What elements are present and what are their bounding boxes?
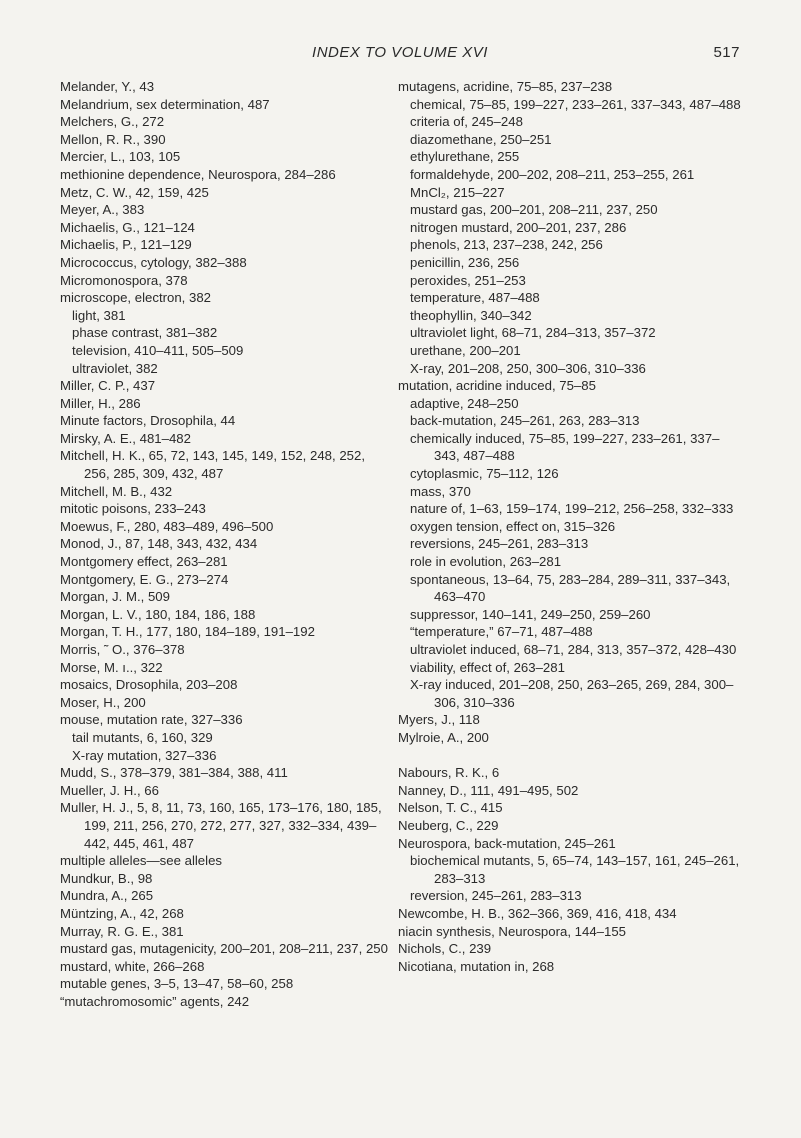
index-entry: Mirsky, A. E., 481–482 (60, 430, 191, 446)
index-entry: Micrococcus, cytology, 382–388 (60, 254, 247, 270)
index-subentry: MnCl₂, 215–227 (410, 184, 505, 200)
index-subentry: ethylurethane, 255 (410, 149, 520, 165)
index-subentry: light, 381 (72, 307, 126, 323)
index-entry: Michaelis, P., 121–129 (60, 237, 192, 253)
index-subentry: adaptive, 248–250 (410, 395, 519, 411)
index-entry: Mercier, L., 103, 105 (60, 149, 181, 165)
index-subentry: television, 410–411, 505–509 (72, 342, 244, 358)
index-entry: Neuberg, C., 229 (398, 817, 499, 833)
index-subentry: suppressor, 140–141, 249–250, 259–260 (410, 606, 651, 622)
running-header (60, 44, 740, 68)
index-subentry: biochemical mutants, 5, 65–74, 143–157, 161, 245–261, 283–313 (410, 853, 740, 886)
index-subentry: back-mutation, 245–261, 263, 283–313 (410, 413, 640, 429)
index-subentry: formaldehyde, 200–202, 208–211, 253–255, 261 (410, 166, 695, 182)
index-entry: Morgan, L. V., 180, 184, 186, 188 (60, 606, 256, 622)
index-subentry: cytoplasmic, 75–112, 126 (410, 466, 559, 482)
index-subentry: X-ray mutation, 327–336 (72, 747, 217, 763)
index-subentry: ultraviolet, 382 (72, 360, 158, 376)
index-entry: Miller, H., 286 (60, 395, 141, 411)
index-subentry: reversions, 245–261, 283–313 (410, 536, 589, 552)
index-subentry: mass, 370 (410, 483, 471, 499)
index-subentry: penicillin, 236, 256 (410, 254, 520, 270)
index-entry: Neurospora, back-mutation, 245–261 (398, 835, 616, 851)
index-subentry: temperature, 487–488 (410, 290, 540, 306)
page-number: 517 (713, 44, 740, 61)
index-entry: mitotic poisons, 233–243 (60, 501, 206, 517)
index-entry: Melchers, G., 272 (60, 114, 165, 130)
index-entry: Mundra, A., 265 (60, 888, 154, 904)
index-subentry: nature of, 1–63, 159–174, 199–212, 256–258, 332–333 (410, 501, 734, 517)
index-entry: Mellon, R. R., 390 (60, 131, 166, 147)
header-title: INDEX TO VOLUME XVI (312, 44, 488, 61)
index-entry: mosaics, Drosophila, 203–208 (60, 677, 238, 693)
index-entry: Mudd, S., 378–379, 381–384, 388, 411 (60, 765, 288, 781)
index-subentry: phase contrast, 381–382 (72, 325, 218, 341)
index-entry: Nabours, R. K., 6 (398, 765, 500, 781)
index-subentry: ultraviolet induced, 68–71, 284, 313, 357–372, 428–430 (410, 642, 737, 657)
index-entry: Morris, ˜ O., 376–378 (60, 642, 185, 657)
index-subentry: spontaneous, 13–64, 75, 283–284, 289–311, 337–343, 463–470 (410, 571, 731, 605)
index-entry: Michaelis, G., 121–124 (60, 219, 195, 235)
index-entry: mustard, white, 266–268 (60, 958, 205, 974)
section-gap (398, 747, 743, 765)
index-subentry: viability, effect of, 263–281 (410, 659, 565, 675)
index-subentry: “temperature,” 67–71, 487–488 (410, 624, 593, 640)
index-subentry: chemical, 75–85, 199–227, 233–261, 337–343, 487–488 (410, 96, 741, 112)
index-entry: mouse, mutation rate, 327–336 (60, 712, 243, 728)
index-entry: Melandrium, sex determination, 487 (60, 96, 270, 112)
index-entry: “mutachromosomic” agents, 242 (60, 993, 250, 1009)
index-subentry: peroxides, 251–253 (410, 272, 526, 288)
index-column-right (398, 78, 743, 975)
index-entry: Mylroie, A., 200 (398, 729, 489, 745)
index-entry: Nanney, D., 111, 491–495, 502 (398, 782, 579, 798)
index-entry: Moewus, F., 280, 483–489, 496–500 (60, 518, 274, 534)
index-subentry: X-ray, 201–208, 250, 300–306, 310–336 (410, 360, 646, 376)
index-column-left (60, 78, 390, 1010)
index-subentry: urethane, 200–201 (410, 342, 521, 358)
index-entry: Muller, H. J., 5, 8, 11, 73, 160, 165, 173–176, 180, 185, 199, 211, 256, 270, 272, 277, 327, 332–334, 439–442, 445, 461, 487 (60, 800, 382, 851)
index-subentry: tail mutants, 6, 160, 329 (72, 729, 213, 745)
index-entry: Montgomery, E. G., 273–274 (60, 571, 229, 587)
index-entry: Morgan, J. M., 509 (60, 589, 170, 605)
index-subentry: role in evolution, 263–281 (410, 554, 562, 570)
index-entry: mustard gas, mutagenicity, 200–201, 208–211, 237, 250 (60, 941, 388, 957)
index-entry: multiple alleles—see alleles (60, 853, 222, 869)
index-entry: Nicotiana, mutation in, 268 (398, 958, 555, 974)
index-entry: Mitchell, M. B., 432 (60, 483, 173, 499)
index-subentry: diazomethane, 250–251 (410, 131, 552, 147)
index-subentry: X-ray induced, 201–208, 250, 263–265, 269, 284, 300–306, 310–336 (410, 677, 734, 710)
index-entry: Murray, R. G. E., 381 (60, 923, 184, 939)
index-subentry: mustard gas, 200–201, 208–211, 237, 250 (410, 202, 658, 218)
index-entry: Meyer, A., 383 (60, 202, 145, 218)
index-entry: Nelson, T. C., 415 (398, 800, 503, 816)
index-entry: Nichols, C., 239 (398, 941, 492, 957)
index-entry: microscope, electron, 382 (60, 290, 211, 306)
index-subentry: nitrogen mustard, 200–201, 237, 286 (410, 219, 627, 235)
index-subentry: criteria of, 245–248 (410, 114, 523, 130)
index-entry: Miller, C. P., 437 (60, 378, 156, 394)
index-entry: Micromonospora, 378 (60, 272, 188, 288)
index-entry: niacin synthesis, Neurospora, 144–155 (398, 923, 626, 939)
index-entry: methionine dependence, Neurospora, 284–286 (60, 166, 336, 182)
index-entry: mutation, acridine induced, 75–85 (398, 378, 596, 394)
index-entry: mutagens, acridine, 75–85, 237–238 (398, 79, 613, 94)
index-entry: Müntzing, A., 42, 268 (60, 905, 184, 921)
index-entry: Montgomery effect, 263–281 (60, 554, 228, 570)
index-entry: Newcombe, H. B., 362–366, 369, 416, 418, 434 (398, 905, 677, 921)
index-subentry: oxygen tension, effect on, 315–326 (410, 518, 616, 534)
index-subentry: ultraviolet light, 68–71, 284–313, 357–372 (410, 325, 656, 341)
index-entry: Mueller, J. H., 66 (60, 782, 159, 798)
index-subentry: theophyllin, 340–342 (410, 307, 532, 323)
index-entry: Monod, J., 87, 148, 343, 432, 434 (60, 536, 258, 552)
index-entry: Myers, J., 118 (398, 712, 480, 728)
index-subentry: reversion, 245–261, 283–313 (410, 888, 582, 904)
index-entry: Morgan, T. H., 177, 180, 184–189, 191–192 (60, 624, 315, 640)
index-entry: mutable genes, 3–5, 13–47, 58–60, 258 (60, 976, 294, 992)
index-entry: Morse, M. ı.., 322 (60, 659, 163, 675)
index-entry: Metz, C. W., 42, 159, 425 (60, 184, 209, 200)
index-entry: Minute factors, Drosophila, 44 (60, 413, 236, 429)
index-subentry: chemically induced, 75–85, 199–227, 233–261, 337–343, 487–488 (410, 430, 720, 464)
index-subentry: phenols, 213, 237–238, 242, 256 (410, 237, 603, 253)
index-entry: Melander, Y., 43 (60, 79, 155, 94)
index-entry: Mitchell, H. K., 65, 72, 143, 145, 149, 152, 248, 252, 256, 285, 309, 432, 487 (60, 448, 365, 482)
index-entry: Moser, H., 200 (60, 694, 146, 710)
index-entry: Mundkur, B., 98 (60, 870, 153, 886)
